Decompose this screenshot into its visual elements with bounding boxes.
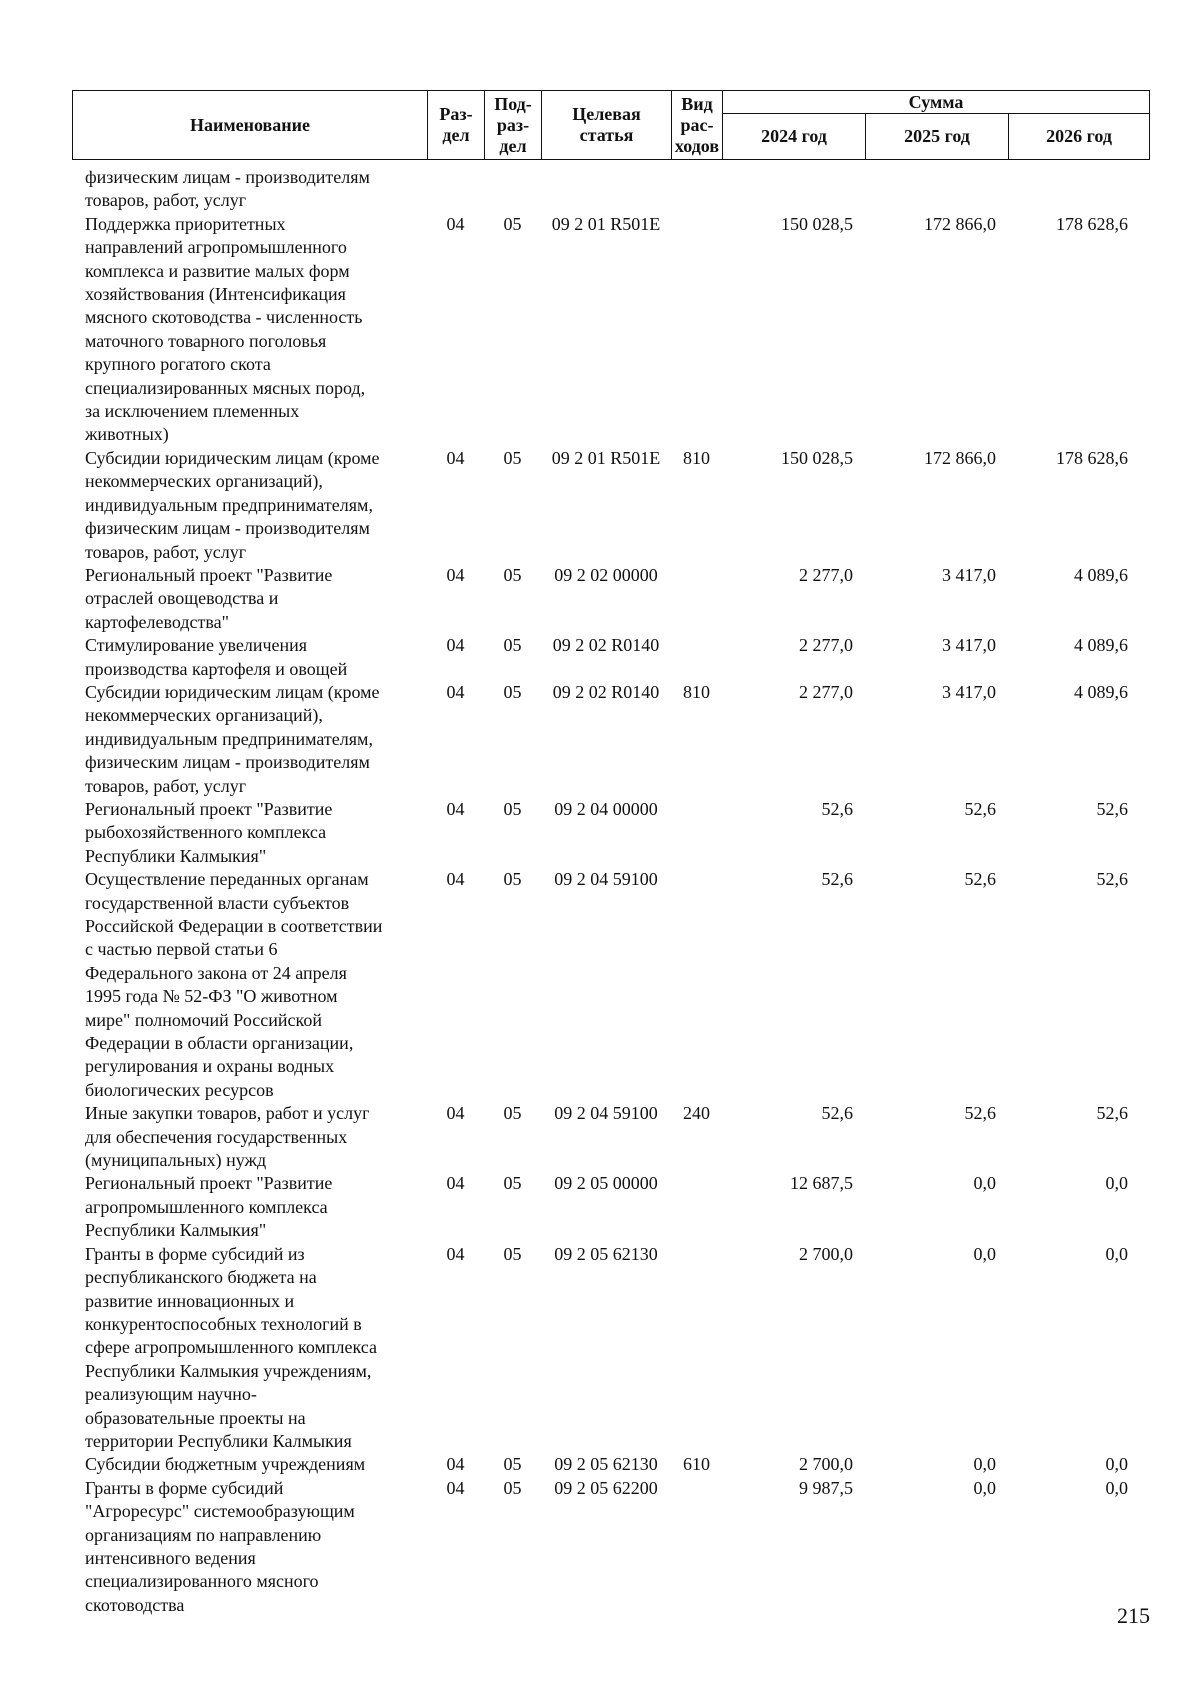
header-summa: Сумма	[723, 91, 1150, 114]
row-tselevaya-statya: 09 2 02 00000	[554, 564, 658, 585]
row-sum-2024: 150 028,5	[781, 447, 853, 468]
table-row	[72, 447, 1149, 564]
row-sum-2025: 3 417,0	[942, 564, 996, 585]
row-sum-2026: 178 628,6	[1056, 447, 1128, 468]
row-tselevaya-statya: 09 2 04 00000	[554, 798, 658, 819]
row-podrazdel: 05	[503, 681, 522, 702]
row-sum-2024: 52,6	[821, 869, 853, 890]
row-razdel: 04	[446, 869, 465, 890]
row-razdel: 04	[446, 213, 465, 234]
row-sum-2024: 12 687,5	[790, 1173, 853, 1194]
row-name: Региональный проект "Развитие рыбохозяйственного комплекса Республики Калмыкия"	[85, 798, 333, 866]
row-sum-2024: 52,6	[821, 798, 853, 819]
table-row	[72, 634, 1149, 681]
row-name: Гранты в форме субсидий "Агроресурс" системообразующим организациям по направлению интенсивного ведения специализированного мясного скотоводства	[85, 1477, 355, 1615]
row-name: физическим лицам - производителям товаров, работ, услуг	[85, 167, 370, 211]
row-sum-2025: 0,0	[973, 1243, 996, 1264]
table-row	[72, 1102, 1149, 1172]
row-podrazdel: 05	[503, 1454, 522, 1475]
header-tselevaya-statya: Целевая статья	[542, 91, 672, 160]
row-sum-2026: 0,0	[1105, 1477, 1128, 1498]
row-tselevaya-statya: 09 2 04 59100	[554, 869, 658, 890]
table-row	[72, 798, 1149, 868]
row-razdel: 04	[446, 681, 465, 702]
table-row	[72, 213, 1149, 447]
row-tselevaya-statya: 09 2 05 62130	[554, 1243, 658, 1264]
row-podrazdel: 05	[503, 1477, 522, 1498]
row-sum-2025: 3 417,0	[942, 635, 996, 656]
row-razdel: 04	[446, 447, 465, 468]
row-podrazdel: 05	[503, 869, 522, 890]
row-vid-raskhodov: 240	[683, 1103, 710, 1124]
row-podrazdel: 05	[503, 447, 522, 468]
row-vid-raskhodov: 610	[683, 1454, 710, 1475]
row-sum-2025: 0,0	[973, 1173, 996, 1194]
row-sum-2025: 172 866,0	[924, 213, 996, 234]
row-podrazdel: 05	[503, 1173, 522, 1194]
row-name: Поддержка приоритетных направлений агропромышленного комплекса и развитие малых форм хозяйствования (Интенсификация мясного скотоводства - численность маточного товарного поголовья крупного рогатого скота специализированных мясных пород, за исключением племенных животных)	[85, 213, 366, 445]
header-year-2024: 2024 год	[723, 114, 866, 160]
row-tselevaya-statya: 09 2 02 R0140	[552, 681, 660, 702]
row-name: Осуществление переданных органам государственной власти субъектов Российской Федерации в соответствии с частью первой статьи 6 Федерального закона от 24 апреля 1995 года № 52-ФЗ "О животном мире" полномочий Российской Федерации в области организации, регулирования и охраны водных биологических ресурсов	[85, 869, 383, 1100]
row-razdel: 04	[446, 1173, 465, 1194]
row-vid-raskhodov: 810	[683, 681, 710, 702]
row-sum-2024: 2 277,0	[799, 564, 853, 585]
row-podrazdel: 05	[503, 1243, 522, 1264]
row-sum-2024: 2 277,0	[799, 681, 853, 702]
row-razdel: 04	[446, 1477, 465, 1498]
table-row	[72, 1453, 1149, 1476]
header-podrazdel: Под- раз- дел	[485, 91, 542, 160]
row-tselevaya-statya: 09 2 01 R501E	[551, 447, 661, 468]
row-sum-2026: 4 089,6	[1074, 564, 1128, 585]
row-tselevaya-statya: 09 2 05 62200	[554, 1477, 658, 1498]
row-podrazdel: 05	[503, 798, 522, 819]
row-sum-2024: 2 700,0	[799, 1454, 853, 1475]
row-podrazdel: 05	[503, 1103, 522, 1124]
row-sum-2024: 150 028,5	[781, 213, 853, 234]
row-sum-2025: 0,0	[973, 1454, 996, 1475]
row-sum-2024: 9 987,5	[799, 1477, 853, 1498]
header-year-2025: 2025 год	[866, 114, 1009, 160]
row-razdel: 04	[446, 798, 465, 819]
table-row	[72, 681, 1149, 798]
row-name: Субсидии бюджетным учреждениям	[85, 1454, 366, 1475]
table-header	[72, 90, 1150, 160]
row-podrazdel: 05	[503, 635, 522, 656]
row-name: Иные закупки товаров, работ и услуг для обеспечения государственных (муниципальных) нужд	[85, 1103, 370, 1171]
row-sum-2026: 4 089,6	[1074, 681, 1128, 702]
table-row	[72, 868, 1149, 1102]
row-sum-2025: 52,6	[964, 1103, 996, 1124]
row-sum-2025: 0,0	[973, 1477, 996, 1498]
row-razdel: 04	[446, 635, 465, 656]
row-tselevaya-statya: 09 2 01 R501E	[551, 213, 661, 234]
row-vid-raskhodov: 810	[683, 447, 710, 468]
table-body	[72, 166, 1149, 1617]
row-sum-2026: 52,6	[1096, 1103, 1128, 1124]
row-sum-2026: 4 089,6	[1074, 635, 1128, 656]
row-tselevaya-statya: 09 2 05 62130	[554, 1454, 658, 1475]
header-vid-raskhodov: Вид рас- ходов	[672, 91, 723, 160]
row-tselevaya-statya: 09 2 05 00000	[554, 1173, 658, 1194]
row-name: Субсидии юридическим лицам (кроме некоммерческих организаций), индивидуальным предпринимателям, физическим лицам - производителям товаров, работ, услуг	[85, 447, 380, 562]
row-sum-2026: 0,0	[1105, 1243, 1128, 1264]
row-razdel: 04	[446, 1103, 465, 1124]
row-podrazdel: 05	[503, 564, 522, 585]
page-number: 215	[1117, 1603, 1150, 1628]
row-razdel: 04	[446, 1243, 465, 1264]
header-year-2026: 2026 год	[1009, 114, 1150, 160]
row-sum-2026: 52,6	[1096, 869, 1128, 890]
header-razdel: Раз- дел	[428, 91, 485, 160]
row-name: Стимулирование увеличения производства картофеля и овощей	[85, 635, 348, 679]
row-podrazdel: 05	[503, 213, 522, 234]
row-sum-2026: 52,6	[1096, 798, 1128, 819]
row-name: Гранты в форме субсидий из республиканского бюджета на развитие инновационных и конкурентоспособных технологий в сфере агропромышленного комплекса Республики Калмыкия учреждениям, реализующим научно- образовательные проекты на территории Республики Калмыкия	[85, 1243, 378, 1451]
row-sum-2026: 0,0	[1105, 1173, 1128, 1194]
row-sum-2026: 178 628,6	[1056, 213, 1128, 234]
row-name: Региональный проект "Развитие агропромышленного комплекса Республики Калмыкия"	[85, 1173, 333, 1241]
row-name: Субсидии юридическим лицам (кроме некоммерческих организаций), индивидуальным предпринимателям, физическим лицам - производителям товаров, работ, услуг	[85, 681, 380, 796]
row-sum-2025: 3 417,0	[942, 681, 996, 702]
row-sum-2024: 2 700,0	[799, 1243, 853, 1264]
table-row	[72, 1172, 1149, 1242]
row-sum-2025: 172 866,0	[924, 447, 996, 468]
table-row	[72, 1243, 1149, 1454]
table-row	[72, 166, 1149, 213]
table-row	[72, 564, 1149, 634]
row-sum-2026: 0,0	[1105, 1454, 1128, 1475]
row-razdel: 04	[446, 1454, 465, 1475]
row-sum-2024: 2 277,0	[799, 635, 853, 656]
row-sum-2025: 52,6	[964, 869, 996, 890]
table-row	[72, 1477, 1149, 1617]
row-name: Региональный проект "Развитие отраслей овощеводства и картофелеводства"	[85, 564, 333, 632]
row-sum-2024: 52,6	[821, 1103, 853, 1124]
row-tselevaya-statya: 09 2 04 59100	[554, 1103, 658, 1124]
row-tselevaya-statya: 09 2 02 R0140	[552, 635, 660, 656]
row-sum-2025: 52,6	[964, 798, 996, 819]
header-name: Наименование	[73, 91, 428, 160]
row-razdel: 04	[446, 564, 465, 585]
